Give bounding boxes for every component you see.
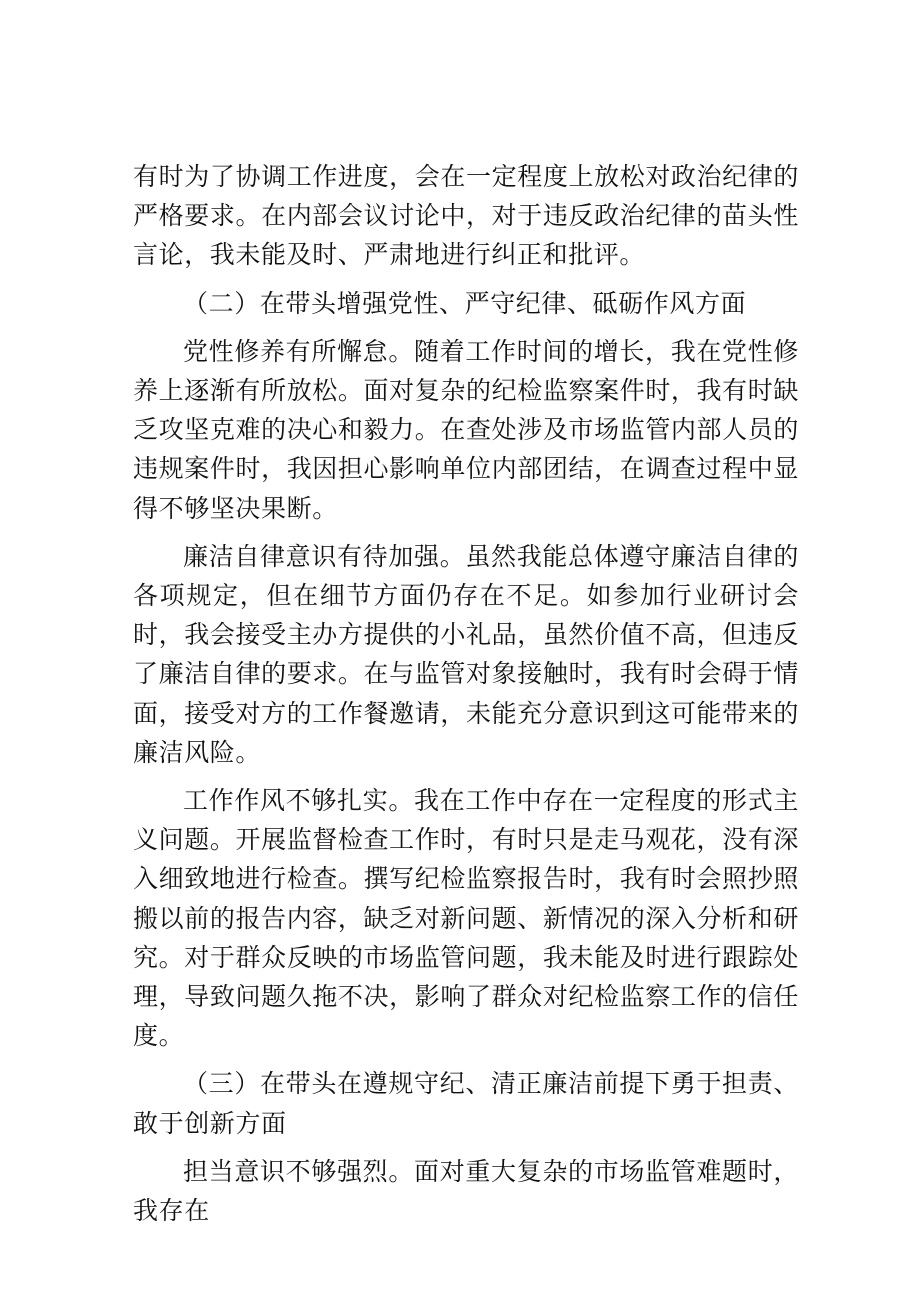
- paragraph-responsibility: 担当意识不够强烈。面对重大复杂的市场监管难题时，我存在: [133, 1156, 799, 1226]
- paragraph-integrity: 廉洁自律意识有待加强。虽然我能总体遵守廉洁自律的各项规定，但在细节方面仍存在不足。如参加行业研讨会时，我会接受主办方提供的小礼品，虽然价值不高，但违反了廉洁自律的要求。在与监管对象接触时，我有时会碍于情面，接受对方的工作餐邀请，未能充分意识到这可能带来的廉洁风险。: [133, 541, 799, 767]
- paragraph-political-discipline-continued: 有时为了协调工作进度，会在一定程度上放松对政治纪律的严格要求。在内部会议讨论中，对于违反政治纪律的苗头性言论，我未能及时、严肃地进行纠正和批评。: [133, 162, 799, 270]
- section-heading-3: （三）在带头在遵规守纪、清正廉洁前提下勇于担责、敢于创新方面: [133, 1069, 799, 1138]
- paragraph-party-spirit: 党性修养有所懈怠。随着工作时间的增长，我在党性修养上逐渐有所放松。面对复杂的纪检监察案件时，我有时缺乏攻坚克难的决心和毅力。在查处涉及市场监管内部人员的违规案件时，我因担心影响单位内部团结，在调查过程中显得不够坚决果断。: [133, 336, 799, 523]
- paragraph-work-style: 工作作风不够扎实。我在工作中存在一定程度的形式主义问题。开展监督检查工作时，有时只是走马观花，没有深入细致地进行检查。撰写纪检监察报告时，我有时会照抄照搬以前的报告内容，缺乏对新问题、新情况的深入分析和研究。对于群众反映的市场监管问题，我未能及时进行跟踪处理，导致问题久拖不决，影响了群众对纪检监察工作的信任度。: [133, 786, 799, 1051]
- document-body: [133, 157, 799, 1239]
- section-heading-2: （二）在带头增强党性、严守纪律、砥砺作风方面: [183, 288, 747, 318]
